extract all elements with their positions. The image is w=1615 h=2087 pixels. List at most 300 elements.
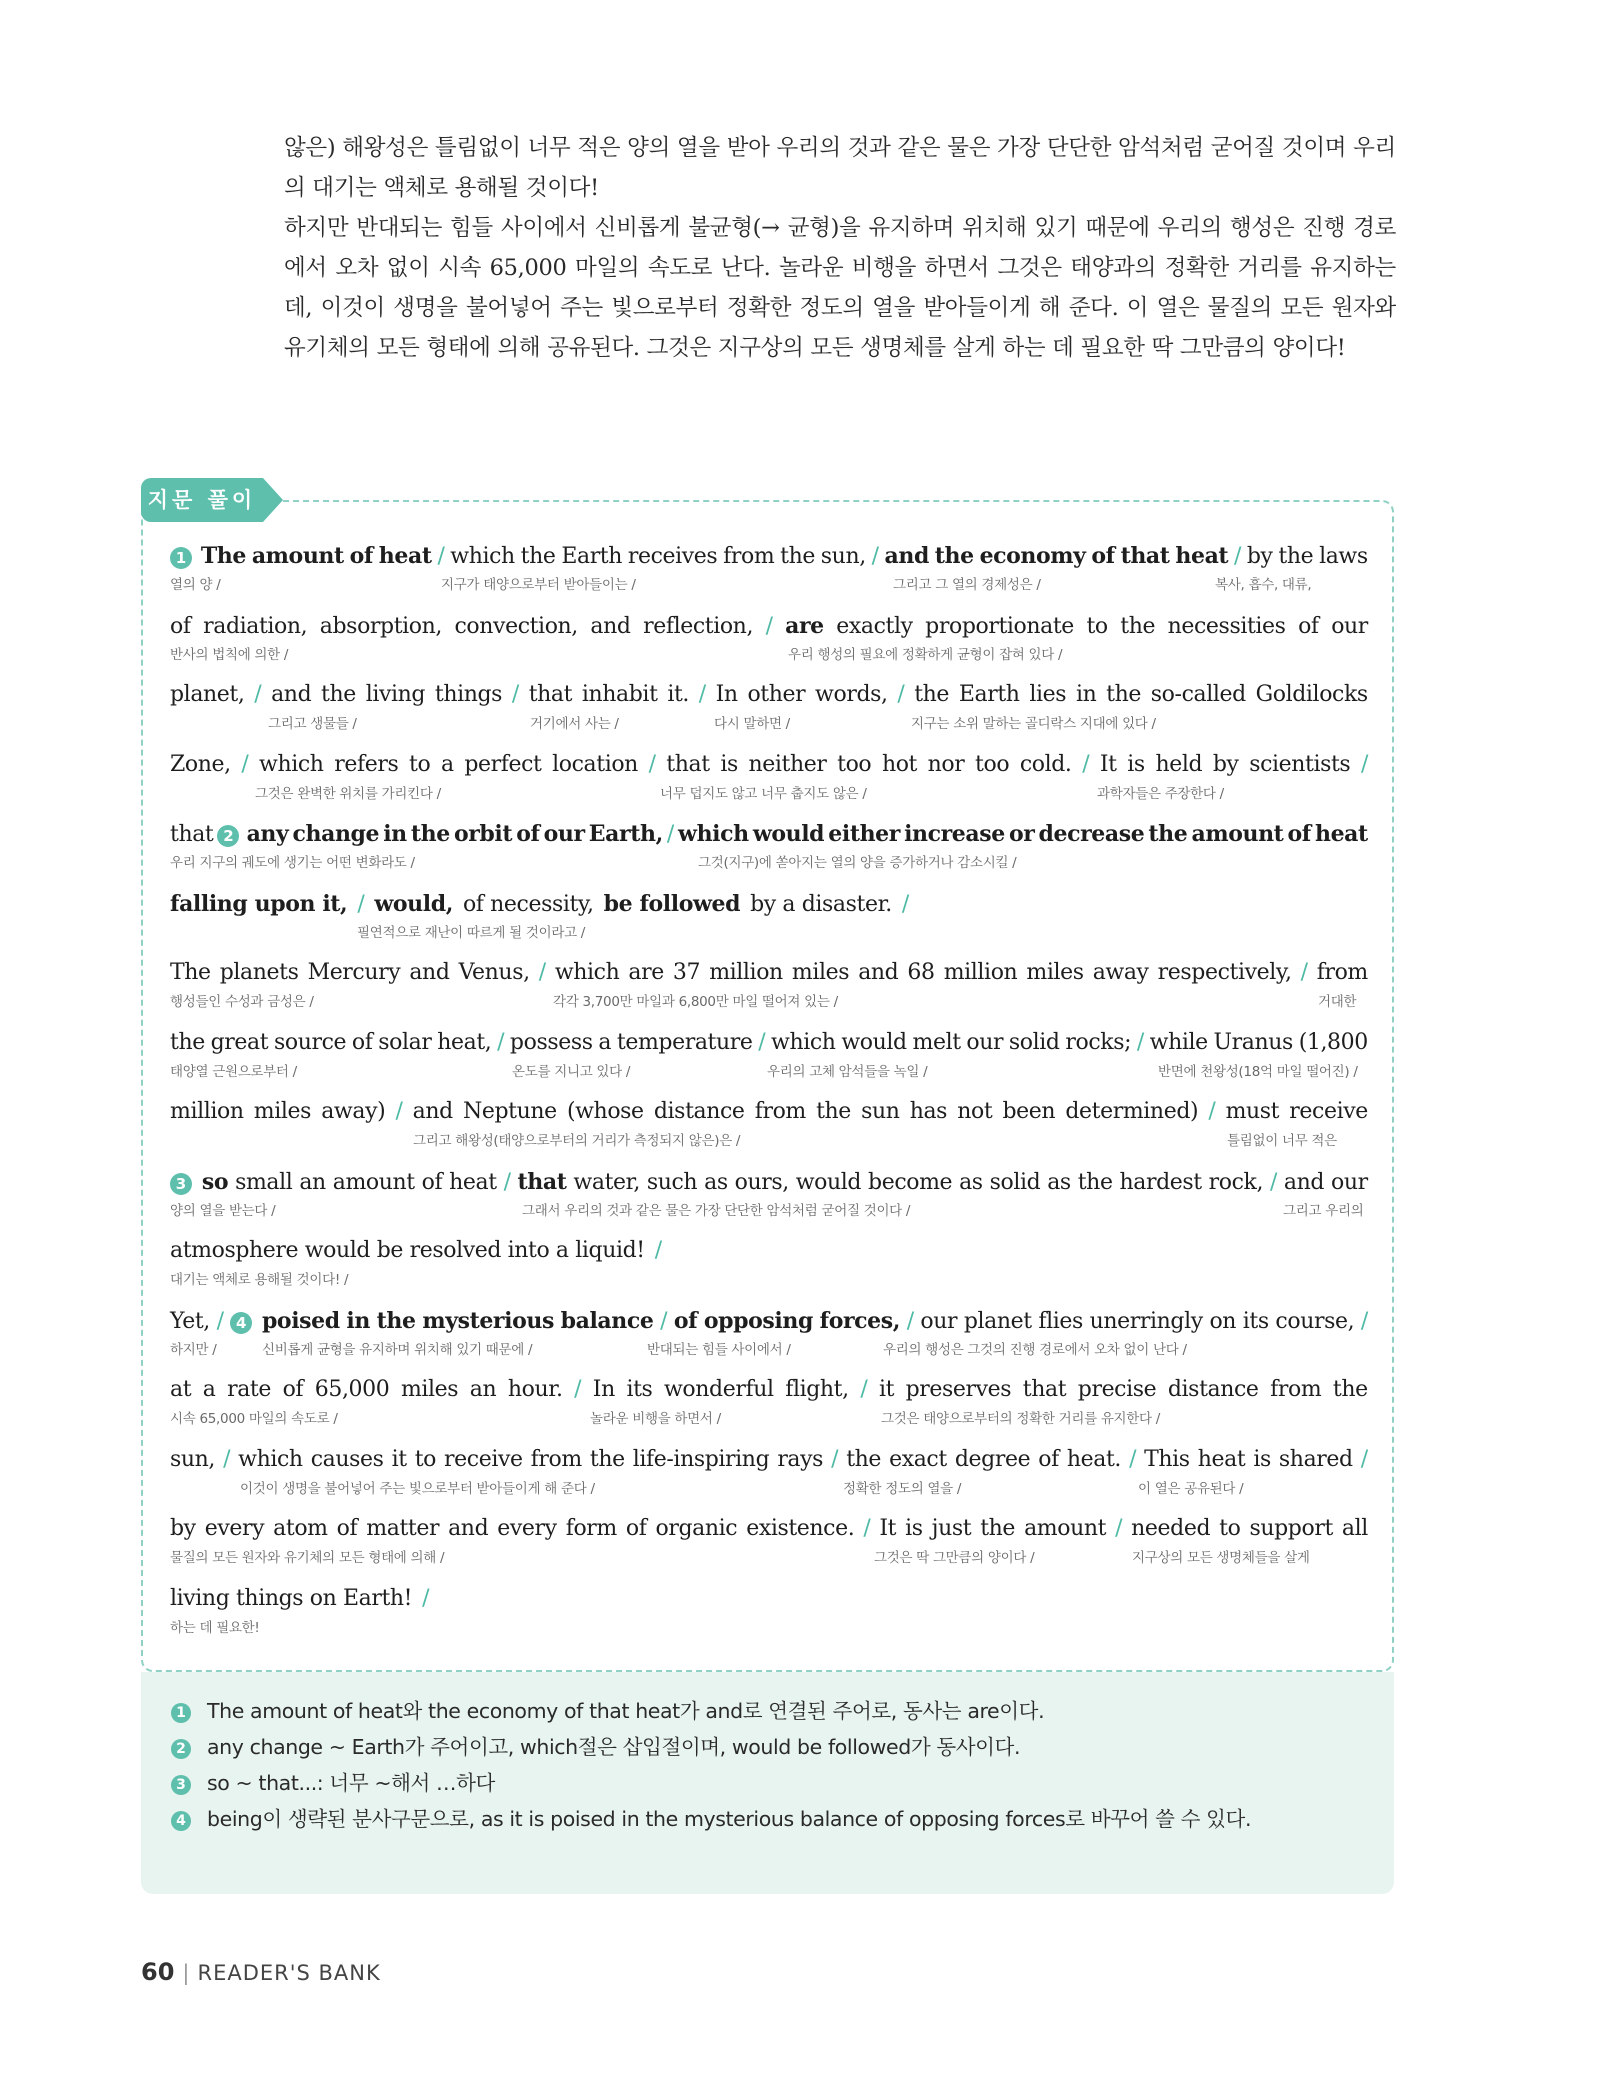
english-word: away) [321,1099,386,1124]
english-word: the [589,1446,625,1472]
sentence-marker: 2 [217,825,239,847]
english-word: determined) [1065,1099,1199,1124]
book-title: READER'S BANK [197,1961,381,1985]
english-word: and [271,682,312,707]
english-word: from [1316,960,1368,985]
korean-gloss: 그리고 생물들 / [268,716,357,732]
english-word: which [554,960,620,985]
english-word: million [170,1099,244,1124]
english-word: is [905,1516,923,1541]
english-word: hardest [1119,1169,1202,1195]
english-text [170,1235,1368,1267]
english-word: by [170,1516,196,1541]
english-word: course, [1275,1308,1355,1334]
english-word: of [351,1029,373,1055]
english-word: of [625,1516,647,1541]
english-text [170,1027,1368,1059]
english-word: wonderful [664,1377,774,1402]
english-word: needed [1131,1516,1211,1541]
english-word: proportionate [925,613,1074,639]
analysis-line [170,1305,1368,1375]
page-number: 60 [141,1958,175,1986]
english-word: orbit [453,821,513,847]
chunk-slash: / [698,682,706,707]
english-word: the [816,1099,851,1124]
english-word: of [1038,1446,1059,1472]
english-word: change [292,821,380,847]
english-word: million [943,960,1018,985]
chunk-slash: / [1234,544,1242,569]
english-word: the [1077,1169,1113,1195]
english-word: to [409,751,431,777]
korean-gloss: 온도를 지니고 있다 / [512,1063,631,1080]
chunk-slash: / [422,1585,430,1611]
english-word: of necessity, [462,891,594,917]
english-word: our [966,1029,1004,1055]
analysis-line [170,1235,1368,1305]
english-word: it. [667,682,689,707]
english-word: it [878,1377,895,1402]
english-word: our [1330,1169,1368,1195]
english-word: increase [904,821,1005,847]
analysis-line [170,957,1368,1027]
english-word: miles [253,1099,312,1124]
analysis-line [170,1374,1368,1444]
english-word: all [1341,1516,1368,1541]
english-word: our [543,821,585,847]
english-word: perfect [464,751,542,777]
chunk-slash: / [871,544,879,569]
english-word: solar [378,1029,432,1055]
korean-gloss: 반면에 천왕성(18억 마일 떨어진) / [1158,1063,1358,1080]
english-word: life-inspiring [632,1446,770,1472]
english-text [170,749,1368,781]
english-word: refers [334,751,399,777]
english-word: flight, [785,1377,849,1402]
english-word: the [410,821,450,847]
korean-gloss: 정확한 정도의 열을 / [843,1480,962,1497]
chunk-slash: / [497,1029,505,1055]
chunk-slash: / [1082,751,1090,777]
english-word: an [299,1169,326,1195]
english-word: planet [963,1308,1032,1334]
chunk-slash: / [906,1308,914,1334]
korean-gloss: 하는 데 필요한! [170,1619,260,1636]
note-3 [171,1766,495,1796]
korean-gloss: 거기에서 사는 / [530,716,619,732]
english-word: the [1332,1377,1368,1402]
english-word: a [598,1029,612,1055]
english-word: the [980,1516,1016,1541]
english-word: every [497,1516,557,1541]
english-word: too [837,751,872,777]
english-word: in [383,821,407,847]
korean-gloss: 반사의 법칙에 의한 / [170,646,289,663]
korean-gloss: 대기는 액체로 용해될 것이다! / [170,1272,349,1288]
english-word: of [1091,543,1115,569]
chunk-slash: / [897,682,905,707]
english-word: would, [374,890,453,917]
english-word: ours, [734,1169,789,1195]
english-word: location [552,751,638,777]
english-word: which [238,1446,303,1472]
english-word: receives [627,544,718,569]
english-word: by [1212,751,1239,777]
chunk-slash: / [765,613,773,639]
english-text [170,1305,1368,1338]
english-word: away [1092,960,1149,985]
english-word: water, [573,1169,640,1195]
english-word: the [1120,613,1156,639]
english-text [170,540,1368,573]
english-word: heat [449,1169,497,1195]
analysis-line [170,1513,1368,1583]
english-word: matter [366,1516,440,1541]
english-word: temperature [616,1029,753,1055]
english-word: distance [653,1099,745,1124]
chunk-slash: / [503,1169,511,1195]
english-word: miles [791,960,850,985]
english-word: sun, [170,1446,216,1472]
analysis-line [170,1583,1368,1653]
english-word: heat [378,543,432,569]
korean-gloss: 과학자들은 주장한다 / [1097,785,1224,802]
english-word: it [391,1446,407,1472]
english-word: planet, [170,682,245,707]
english-word: atom [273,1516,328,1541]
english-word: causes [310,1446,384,1472]
korean-gloss: 행성들인 수성과 금성은 / [170,994,314,1010]
korean-gloss: 그리고 우리의 [1283,1202,1364,1219]
english-word: from [1270,1377,1322,1402]
english-word: would [795,1169,862,1195]
english-word: (whose [566,1099,644,1124]
english-word: form [565,1516,617,1541]
english-word: an [469,1377,497,1402]
english-word: receive [444,1446,523,1472]
note-number: 1 [171,1703,191,1723]
note-text: being이 생략된 분사구문으로, as it is poised in the mysterious balance of opposing forces로 바꾸어 쓸 수 있다. [207,1807,1252,1831]
english-word: of [282,1377,304,1402]
english-word: as [959,1169,983,1195]
korean-gloss: 우리의 고체 암석들을 녹일 / [767,1063,928,1080]
english-word: and [858,960,899,985]
english-word: laws [1319,544,1368,569]
english-word: economy [979,543,1086,569]
korean-gloss: 그것은 딱 그만큼의 양이다 / [874,1550,1035,1566]
translation-paragraph-1: 않은) 해왕성은 틀림없이 너무 적은 양의 열을 받아 우리의 것과 같은 물은 가장 단단한 암석처럼 굳어질 것이며 우리의 대기는 액체로 용해될 것이다! [284,135,1396,201]
english-word: that [170,822,214,847]
note-number: 3 [171,1775,191,1795]
english-word: small [235,1169,293,1195]
english-word: a [440,751,454,777]
english-word: that [528,682,573,707]
translation-paragraph-2: 하지만 반대되는 힘들 사이에서 신비롭게 불균형(→ 균형)을 유지하며 위치해 있기 때문에 우리의 행성은 진행 경로에서 오차 없이 시속 65,000 마일의 속도로 난다. 놀라운 비행을 하면서 그것은 태양과의 정확한 거리를 유지하는데, 이것이 생명을 불어넣어 주는 빛으로부터 정확한 정도의 열을 받아들이게 해 준다. 이 열은 물질의 모든 원자와 유기체의 모든 형태에 의해 공유된다. 그것은 지구상의 모든 생명체를 살게 하는 데 필요한 딱 그만큼의 양이다! [284,215,1396,361]
english-word: flies [1038,1308,1083,1334]
english-word: which [259,751,324,777]
note-number: 2 [171,1739,191,1759]
korean-gloss: 반대되는 힘들 사이에서 / [647,1341,791,1358]
english-word: Yet, [170,1308,210,1334]
english-word: of [349,543,373,569]
notes-panel [141,1672,1394,1894]
english-word: in [1075,682,1097,707]
english-word: source [273,1029,347,1055]
english-word: been [1002,1099,1056,1124]
korean-gloss: 지구상의 모든 생명체들을 살게 [1132,1550,1310,1566]
english-word: on [1209,1308,1237,1334]
chunk-slash: / [1269,1169,1277,1195]
note-text: any change ~ Earth가 주어이고, which절은 삽입절이며, would be followed가 동사이다. [207,1735,1021,1759]
english-word: to [1086,613,1108,639]
english-word: Mercury [307,960,401,985]
english-word: cold. [1019,751,1072,777]
english-word: unerringly [1089,1308,1203,1334]
korean-gloss: 양의 열을 받는다 / [170,1202,276,1219]
english-word: (1,800 [1298,1029,1368,1055]
english-word: of [1298,613,1319,639]
english-word: by a disaster. [750,891,892,917]
english-word: great [210,1029,269,1055]
english-word: heat, [437,1029,492,1055]
english-word: living [365,682,426,707]
english-word: opposing [703,1307,813,1334]
korean-gloss: 시속 65,000 마일의 속도로 / [170,1411,338,1427]
english-text [170,888,1368,921]
english-word: rock, [1208,1169,1264,1195]
chunk-slash: / [1300,960,1308,985]
english-word: rate [227,1377,271,1402]
korean-gloss: 그래서 우리의 것과 같은 물은 가장 단단한 암석처럼 굳어질 것이다 / [522,1202,911,1219]
korean-gloss: 그것은 완벽한 위치를 가리킨다 / [255,785,441,802]
english-word: rocks; [1065,1029,1132,1055]
english-word: The [170,960,211,985]
chunk-slash: / [216,1308,224,1334]
english-word: such [646,1169,698,1195]
korean-gloss: 틀림없이 너무 적은 [1227,1133,1337,1149]
english-word: sun [861,1099,900,1124]
english-word: Goldilocks [1255,682,1368,707]
analysis-line [170,1444,1368,1514]
english-word: any [246,821,289,847]
korean-gloss: 신비롭게 균형을 유지하며 위치해 있기 때문에 / [262,1341,533,1358]
analysis-line [170,610,1368,680]
english-word: 68 [907,960,935,985]
english-word: Earth [958,682,1020,707]
analysis-line [170,1096,1368,1166]
english-word: exact [889,1446,947,1472]
english-word: and [590,613,631,639]
note-2 [171,1730,1020,1760]
english-word: possess [509,1029,593,1055]
english-word: the [1106,682,1141,707]
english-word: sun, [820,544,866,569]
english-word: either [828,821,900,847]
chunk-slash: / [574,1377,582,1402]
note-1 [171,1694,1044,1724]
english-word: hour. [507,1377,563,1402]
english-word: hot [881,751,917,777]
english-word: 37 [672,960,701,985]
english-word: to [414,1446,436,1472]
korean-gloss: 복사, 흡수, 대류, [1215,577,1312,593]
english-word: of [516,821,540,847]
english-word: words, [815,682,888,707]
english-word: and [409,960,450,985]
chunk-slash: / [254,682,262,707]
chunk-slash: / [538,960,546,985]
english-word: is [1253,1446,1271,1472]
english-word: the [914,682,950,707]
korean-gloss: 그것(지구)에 쏟아지는 열의 양을 증가하거나 감소시킬 / [698,855,1017,871]
chunk-slash: / [758,1029,766,1055]
korean-gloss: 우리의 행성은 그것의 진행 경로에서 오차 없이 난다 / [883,1341,1187,1358]
english-word: Earth [561,544,623,569]
english-word: miles [1026,960,1084,985]
korean-gloss: 열의 양 / [170,577,221,593]
english-word: necessities [1167,613,1286,639]
english-word: which [678,821,749,847]
english-word: rays [777,1446,824,1472]
korean-gloss: 그리고 해왕성(태양으로부터의 거리가 측정되지 않은)은 / [413,1133,741,1149]
english-word: its [626,1377,653,1402]
chunk-slash: / [1360,1308,1368,1334]
english-word: too [975,751,1010,777]
english-word: exactly [836,613,913,639]
english-word: poised [261,1307,340,1334]
english-word: 65,000 [314,1377,390,1402]
english-text [170,1513,1368,1545]
english-word: Uranus [1213,1029,1293,1055]
english-word: from [530,1446,582,1472]
english-word: receive [1289,1099,1368,1124]
english-word: our [1331,613,1368,639]
korean-gloss: 우리 지구의 궤도에 생기는 어떤 변화라도 / [170,855,415,871]
english-word: must [1225,1099,1280,1124]
english-word: solid [989,1169,1041,1195]
korean-gloss: 그것은 태양으로부터의 정확한 거리를 유지한다 / [881,1411,1161,1427]
chunk-slash: / [660,1308,668,1334]
english-word: neither [748,751,827,777]
chunk-slash: / [863,1516,871,1541]
english-word: It [1099,751,1117,777]
english-word: miles [400,1377,459,1402]
korean-gloss: 하지만 / [170,1341,217,1358]
english-word: shared [1278,1446,1353,1472]
english-text [170,679,1368,711]
korean-gloss: 거대한 [1318,994,1357,1010]
english-word: or [1008,821,1035,847]
english-word: would [841,1029,907,1055]
english-word: convection, [454,613,578,639]
english-word: of [421,1169,443,1195]
korean-gloss: 놀라운 비행을 하면서 / [590,1411,721,1427]
korean-gloss: 우리 행성의 필요에 정확하게 균형이 잡혀 있다 / [788,646,1063,663]
note-text: so ~ that...: 너무 ~해서 …하다 [207,1771,495,1795]
english-word: living things on Earth! [170,1585,413,1611]
korean-gloss: 너무 덥지도 않고 너무 춥지도 않은 / [660,785,867,802]
chunk-slash: / [654,1238,662,1263]
english-word: million [709,960,783,985]
english-word: forces, [819,1307,901,1334]
english-word: are [628,960,664,985]
english-word: that [517,1168,567,1195]
english-word: The [200,543,246,569]
english-word: of [336,1516,358,1541]
english-word: of [170,613,191,639]
korean-gloss: 지구가 태양으로부터 받아들이는 / [441,577,636,593]
chunk-slash: / [395,1099,403,1124]
english-word: the [376,1307,416,1334]
english-word: heat [1314,821,1368,847]
english-word: be followed [603,890,741,917]
analysis-line [170,1166,1368,1236]
english-word: existence. [746,1516,855,1541]
english-word: and [884,543,929,569]
analysis-lines [170,540,1368,1652]
english-word: This [1144,1446,1190,1472]
english-word: falling upon it, [170,890,348,917]
english-word: support [1249,1516,1333,1541]
english-word: become [868,1169,953,1195]
chunk-slash: / [223,1446,231,1472]
english-word: to [1219,1516,1241,1541]
korean-gloss: 그리고 그 열의 경제성은 / [893,577,1041,593]
english-word: Earth, [588,821,663,847]
english-word: the [1278,544,1314,569]
english-word: are [785,612,824,639]
english-word: of [1287,821,1311,847]
page-footer: 60 | READER'S BANK [141,1958,381,1986]
english-word: respectively, [1157,960,1292,985]
english-word: from [723,544,775,569]
english-text [170,957,1368,989]
chunk-slash: / [511,682,519,707]
english-word: would [752,821,825,847]
top-translation [284,128,1396,368]
english-word: the [780,544,815,569]
english-word: has [909,1099,948,1124]
english-word: every [204,1516,265,1541]
english-word: the [321,682,356,707]
english-word: lies [1029,682,1067,707]
english-word: inhabit [581,682,658,707]
english-word: nor [927,751,965,777]
english-text [170,1444,1368,1476]
english-word: other [747,682,806,707]
sentence-marker: 4 [230,1312,252,1334]
english-word: things [434,682,503,707]
english-word: It [879,1516,897,1541]
english-word: which [771,1029,836,1055]
english-word: the [934,543,974,569]
section-tag: 지문 풀이 [141,478,263,522]
english-word: and [448,1516,489,1541]
english-word: a [202,1377,216,1402]
english-word: decrease [1038,821,1145,847]
chunk-slash: / [241,751,249,777]
korean-gloss: 다시 말하면 / [714,716,790,732]
korean-gloss: 태양열 근원으로부터 / [170,1063,297,1080]
note-4 [171,1802,1251,1832]
chunk-slash: / [437,544,445,569]
english-word: precise [1077,1377,1157,1402]
korean-gloss: 각각 3,700만 마일과 6,800만 마일 떨어져 있는 / [553,994,838,1010]
sentence-marker: 1 [170,547,192,569]
english-word: that [1022,1377,1067,1402]
korean-gloss: 이것이 생명을 불어넣어 주는 빛으로부터 받아들이게 해 준다 / [240,1480,595,1497]
korean-gloss: 지구는 소위 말하는 골디락스 지대에 있다 / [911,716,1156,732]
